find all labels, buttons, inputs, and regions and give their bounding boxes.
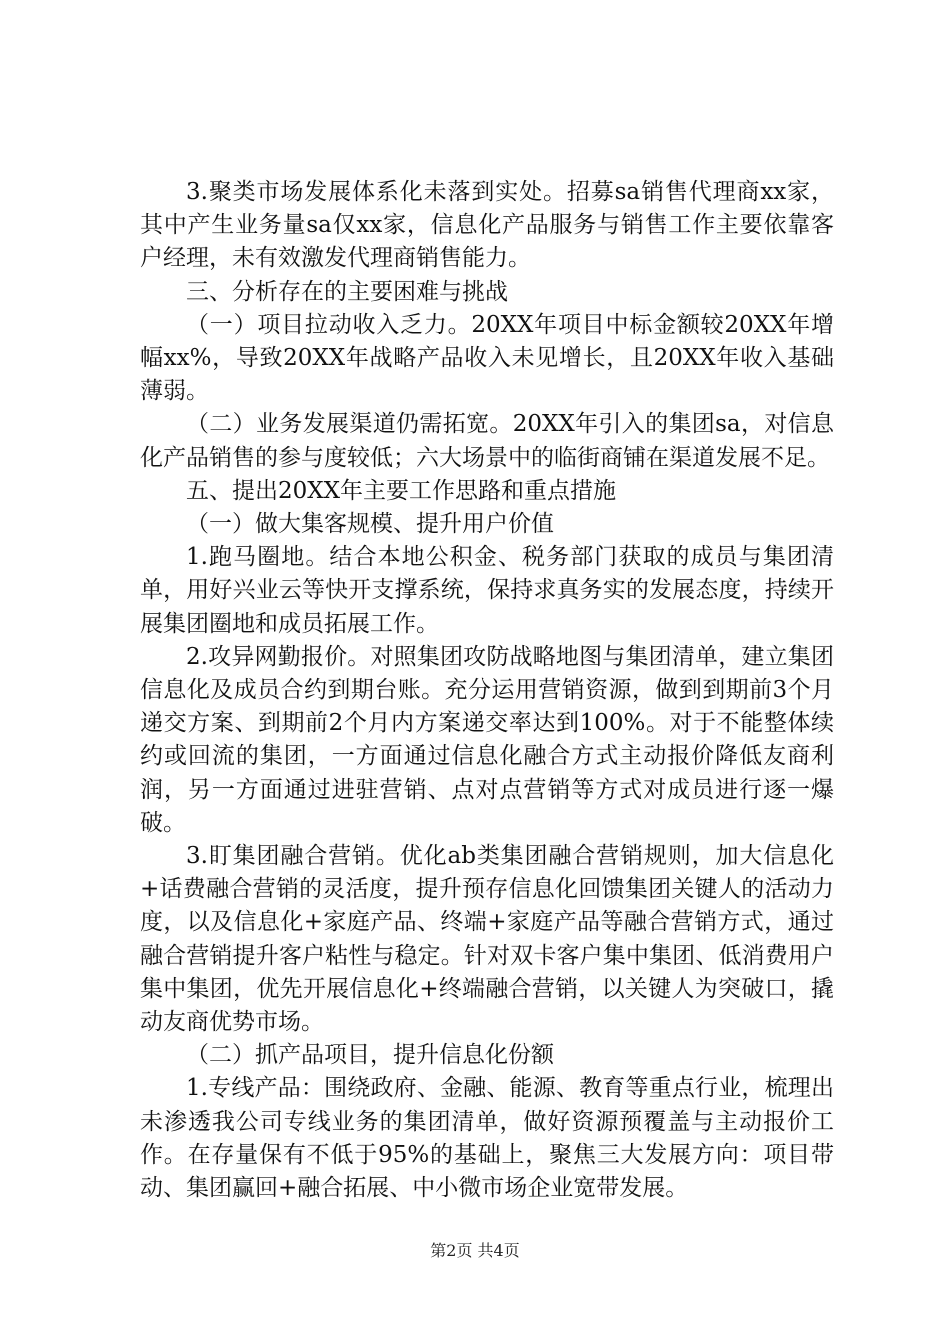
paragraph-integrated-marketing: 3.盯集团融合营销。优化ab类集团融合营销规则，加大信息化+话费融合营销的灵活度，提升预存信息化回馈集团关键人的活动力度，以及信息化+家庭产品、终端+家庭产品等融合营销方式，通过融合营销提升客户粘性与稳定。针对双卡客户集中集团、低消费用户集中集团，优先开展信息化+终端融合营销，以关键人为突破口，撬动友商优势市场。 — [140, 843, 834, 1036]
subsection-heading-product-projects: （二）抓产品项目，提升信息化份额 — [186, 1042, 554, 1069]
subsection-heading-scale-value: （一）做大集客规模、提升用户价值 — [186, 511, 554, 538]
document-body — [140, 176, 834, 1205]
section-heading-challenges: 三、分析存在的主要困难与挑战 — [186, 278, 508, 305]
paragraph-competitive-quotes: 2.攻异网勤报价。对照集团攻防战略地图与集团清单，建立集团信息化及成员合约到期台账。充分运用营销资源，做到到期前3个月递交方案、到期前2个月内方案递交率达到100%。对于不能整体续约或回流的集团，一方面通过信息化融合方式主动报价降低友商利润，另一方面通过进驻营销、点对点营销等方式对成员进行逐一爆破。 — [140, 643, 834, 836]
paragraph-market-system: 3.聚类市场发展体系化未落到实处。招募sa销售代理商xx家，其中产生业务量sa仅xx家，信息化产品服务与销售工作主要依靠客户经理，未有效激发代理商销售能力。 — [140, 179, 834, 272]
paragraph-dedicated-line-products: 1.专线产品：围绕政府、金融、能源、教育等重点行业，梳理出未渗透我公司专线业务的集团清单，做好资源预覆盖与主动报价工作。在存量保有不低于95%的基础上，聚焦三大发展方向：项目带动、集团赢回+融合拓展、中小微市场企业宽带发展。 — [140, 1075, 834, 1202]
paragraph-project-revenue: （一）项目拉动收入乏力。20XX年项目中标金额较20XX年增幅xx%，导致20XX年战略产品收入未见增长，且20XX年收入基础薄弱。 — [140, 311, 834, 405]
paragraph-territory-expansion: 1.跑马圈地。结合本地公积金、税务部门获取的成员与集团清单，用好兴业云等快开支撑系统，保持求真务实的发展态度，持续开展集团圈地和成员拓展工作。 — [140, 544, 834, 637]
section-heading-work-plan: 五、提出20XX年主要工作思路和重点措施 — [186, 477, 617, 504]
paragraph-channel-development: （二）业务发展渠道仍需拓宽。20XX年引入的集团sa，对信息化产品销售的参与度较低；六大场景中的临街商铺在渠道发展不足。 — [140, 411, 834, 471]
page-footer: 第2页 共4页 — [430, 1241, 520, 1260]
